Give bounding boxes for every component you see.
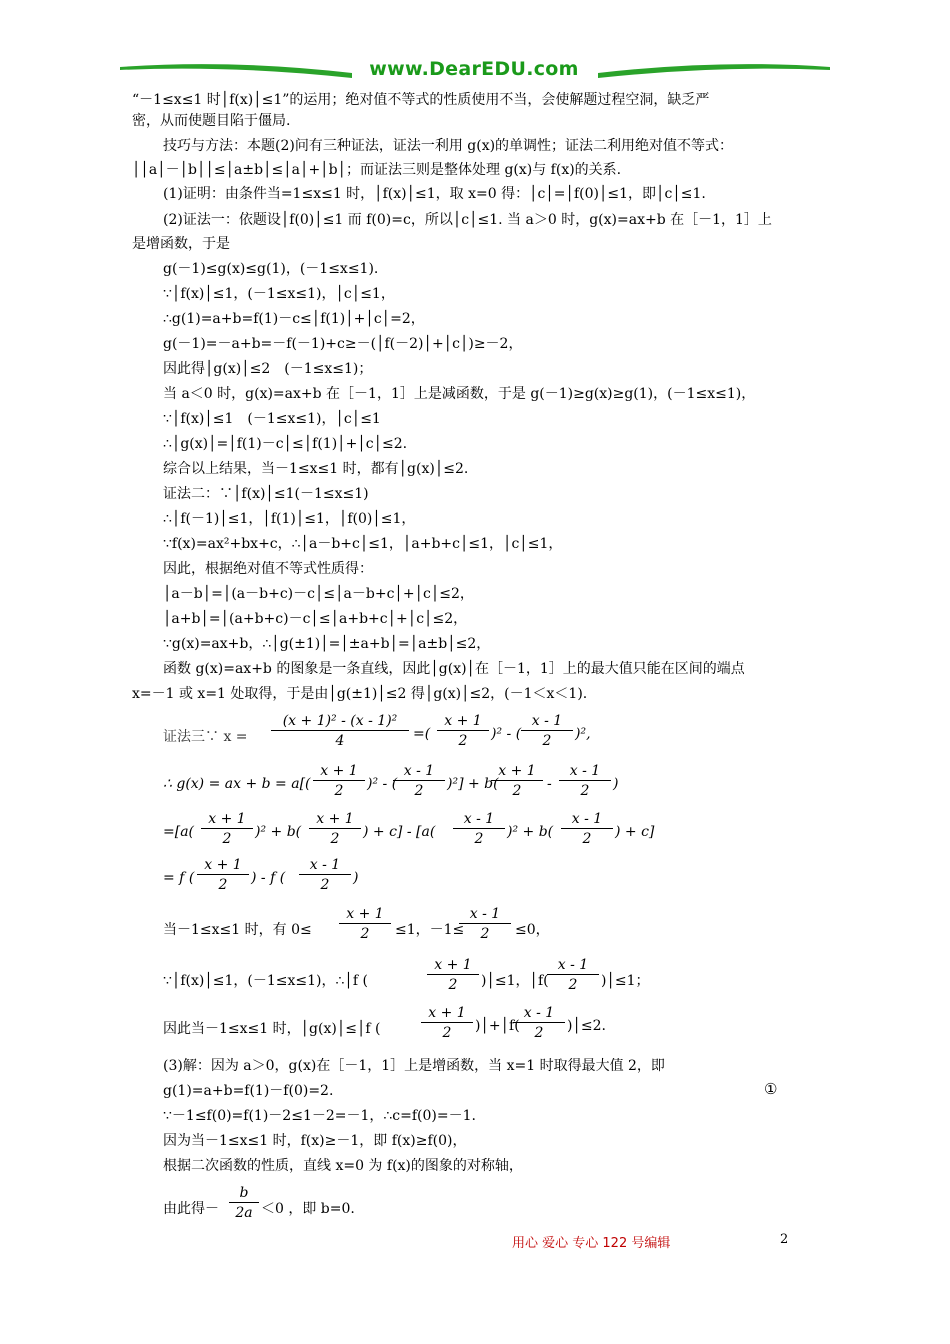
header-banner — [120, 55, 830, 87]
math-text: )² + b( — [255, 824, 302, 840]
fraction — [559, 762, 611, 801]
math-text: 由此得－ — [163, 1201, 219, 1217]
fraction — [547, 956, 599, 995]
text-line: 因此，根据绝对值不等式性质得： — [163, 561, 373, 577]
denominator: 2 — [480, 926, 490, 942]
math-text: = f ( — [163, 870, 195, 886]
math-text: 因此当－1≤x≤1 时，│g(x)│≤│f ( — [163, 1021, 381, 1037]
math-text: ∴ g(x) = ax + b = a[( — [163, 776, 311, 792]
fraction — [271, 712, 409, 751]
numerator: x + 1 — [437, 712, 489, 731]
page-number: 2 — [780, 1232, 789, 1247]
fraction — [229, 1184, 259, 1223]
denominator: 4 — [335, 733, 345, 749]
fraction — [393, 762, 445, 801]
denominator: 2 — [458, 733, 468, 749]
fraction — [453, 810, 505, 849]
fraction — [421, 1004, 473, 1043]
text-line: (1)证明：由条件当=1≤x≤1 时，│f(x)│≤1，取 x=0 得：│c│=│f(0)│≤1，即│c│≤1. — [163, 186, 706, 202]
denominator: 2 — [582, 831, 592, 847]
numerator: x - 1 — [559, 762, 611, 781]
text-line: “－1≤x≤1 时│f(x)│≤1”的运用；绝对值不等式的性质使用不当，会使解题过程空洞，缺乏严 — [132, 92, 710, 108]
numerator: x - 1 — [459, 905, 511, 924]
denominator: 2 — [218, 877, 228, 893]
denominator: 2 — [360, 926, 370, 942]
numerator: x + 1 — [421, 1004, 473, 1023]
numerator: b — [229, 1184, 259, 1203]
math-text: )² + b( — [507, 824, 554, 840]
fraction — [561, 810, 613, 849]
fraction — [313, 762, 365, 801]
footer-editor-note: 用心 爱心 专心 122 号编辑 — [512, 1236, 671, 1251]
math-text: )²] + b( — [447, 776, 499, 792]
text-line: 当 a＜0 时，g(x)=ax+b 在［－1，1］上是减函数，于是 g(－1)≥g(x)≥g(1)，(－1≤x≤1)， — [163, 386, 756, 402]
math-text: )², — [575, 726, 591, 742]
fraction — [201, 810, 253, 849]
text-line: 综合以上结果，当－1≤x≤1 时，都有│g(x)│≤2. — [163, 461, 469, 477]
text-line: 因为当－1≤x≤1 时，f(x)≥－1，即 f(x)≥f(0)， — [163, 1133, 467, 1149]
math-text: )² - ( — [367, 776, 398, 792]
text-line: g(1)=a+b=f(1)－f(0)=2. — [163, 1083, 334, 1099]
math-text: )² - ( — [491, 726, 522, 742]
numerator: x + 1 — [197, 856, 249, 875]
math-text: - — [547, 776, 552, 792]
fraction — [309, 810, 361, 849]
equation-marker: ① — [764, 1080, 778, 1098]
fraction — [197, 856, 249, 895]
text-line: g(－1)≤g(x)≤g(1)，(－1≤x≤1). — [163, 261, 379, 277]
text-line: ∵│f(x)│≤1 (－1≤x≤1)，│c│≤1 — [163, 411, 381, 427]
math-text: ≤1，－1≤ — [395, 922, 465, 938]
fraction — [339, 905, 391, 944]
denominator: 2 — [414, 783, 424, 799]
numerator: x + 1 — [339, 905, 391, 924]
math-text: ) — [353, 870, 359, 886]
fraction — [513, 1004, 565, 1043]
numerator: (x + 1)² - (x - 1)² — [271, 712, 409, 731]
numerator: x - 1 — [547, 956, 599, 975]
math-text: ) — [613, 776, 619, 792]
text-line: │a－b│=│(a－b+c)－c│≤│a－b+c│+│c│≤2， — [163, 586, 474, 602]
denominator: 2 — [448, 977, 458, 993]
text-line: 是增函数，于是 — [132, 236, 230, 252]
text-line: ∴│f(－1)│≤1，│f(1)│≤1，│f(0)│≤1， — [163, 511, 416, 527]
math-text: )│≤1，│f( — [481, 973, 549, 989]
math-text: =[a( — [163, 824, 195, 840]
denominator: 2a — [235, 1205, 253, 1221]
header-brand-url: www.DearEDU.com — [369, 58, 579, 80]
text-line: g(－1)=－a+b=－f(－1)+c≥－(│f(－2)│+│c│)≥－2， — [163, 336, 523, 352]
text-line: ∵g(x)=ax+b，∴│g(±1)│=│±a+b│=│a±b│≤2， — [163, 636, 491, 652]
text-line: 技巧与方法：本题(2)问有三种证法，证法一利用 g(x)的单调性；证法二利用绝对值不等式： — [163, 138, 734, 154]
text-line: ∵f(x)=ax²+bx+c，∴│a－b+c│≤1，│a+b+c│≤1，│c│≤1， — [163, 536, 563, 552]
text-line: ││a│－│b││≤│a±b│≤│a│+│b│；而证法三则是整体处理 g(x)与 f(x)的关系. — [132, 162, 622, 178]
denominator: 2 — [334, 783, 344, 799]
text-line: 函数 g(x)=ax+b 的图象是一条直线，因此│g(x)│在［－1，1］上的最大值只能在区间的端点 — [163, 661, 745, 677]
fraction — [427, 956, 479, 995]
numerator: x + 1 — [313, 762, 365, 781]
text-line: 证法二：∵│f(x)│≤1(－1≤x≤1) — [163, 486, 369, 502]
numerator: x - 1 — [393, 762, 445, 781]
denominator: 2 — [222, 831, 232, 847]
numerator: x - 1 — [299, 856, 351, 875]
numerator: x + 1 — [491, 762, 543, 781]
math-text: )│≤1； — [601, 973, 650, 989]
text-line: 根据二次函数的性质，直线 x=0 为 f(x)的图象的对称轴， — [163, 1158, 523, 1174]
math-text: ＜0 ，即 b=0. — [261, 1201, 355, 1217]
math-text: 证法三∵ x = — [163, 729, 248, 745]
numerator: x - 1 — [513, 1004, 565, 1023]
numerator: x - 1 — [521, 712, 573, 731]
math-text: =( — [413, 726, 431, 742]
denominator: 2 — [330, 831, 340, 847]
denominator: 2 — [534, 1025, 544, 1041]
math-text: )│≤2. — [567, 1018, 606, 1034]
fraction — [491, 762, 543, 801]
math-text: ∵│f(x)│≤1，(－1≤x≤1)，∴│f ( — [163, 973, 368, 989]
text-line: x=－1 或 x=1 处取得，于是由│g(±1)│≤2 得│g(x)│≤2，(－1＜x＜1). — [132, 686, 588, 702]
math-text: ) + c] - [a( — [363, 824, 436, 840]
fraction — [299, 856, 351, 895]
fraction — [437, 712, 489, 751]
text-line: │a+b│=│(a+b+c)－c│≤│a+b+c│+│c│≤2， — [163, 611, 468, 627]
math-text: ) - f ( — [251, 870, 286, 886]
denominator: 2 — [474, 831, 484, 847]
text-line: (2)证法一：依题设│f(0)│≤1 而 f(0)=c，所以│c│≤1. 当 a＞0 时，g(x)=ax+b 在［－1，1］上 — [163, 212, 772, 228]
text-line: ∵│f(x)│≤1，(－1≤x≤1)，│c│≤1， — [163, 286, 395, 302]
text-line: (3)解：因为 a＞0，g(x)在［－1，1］上是增函数，当 x=1 时取得最大值 2，即 — [163, 1058, 665, 1074]
numerator: x - 1 — [561, 810, 613, 829]
denominator: 2 — [512, 783, 522, 799]
text-line: ∴g(1)=a+b=f(1)－c≤│f(1)│+│c│=2， — [163, 311, 425, 327]
numerator: x + 1 — [201, 810, 253, 829]
numerator: x + 1 — [309, 810, 361, 829]
denominator: 2 — [442, 1025, 452, 1041]
text-line: 因此得│g(x)│≤2 (－1≤x≤1)； — [163, 361, 373, 377]
text-line: ∵－1≤f(0)=f(1)－2≤1－2=－1，∴c=f(0)=－1. — [163, 1108, 476, 1124]
text-line: ∴│g(x)│=│f(1)－c│≤│f(1)│+│c│≤2. — [163, 436, 408, 452]
denominator: 2 — [542, 733, 552, 749]
denominator: 2 — [568, 977, 578, 993]
fraction — [521, 712, 573, 751]
math-text: ≤0， — [515, 922, 550, 938]
denominator: 2 — [580, 783, 590, 799]
math-text: )│+│f( — [475, 1018, 520, 1034]
numerator: x - 1 — [453, 810, 505, 829]
numerator: x + 1 — [427, 956, 479, 975]
denominator: 2 — [320, 877, 330, 893]
math-text: 当－1≤x≤1 时，有 0≤ — [163, 922, 312, 938]
fraction — [459, 905, 511, 944]
math-text: ) + c] — [615, 824, 655, 840]
text-line: 密，从而使题目陷于僵局. — [132, 113, 291, 129]
